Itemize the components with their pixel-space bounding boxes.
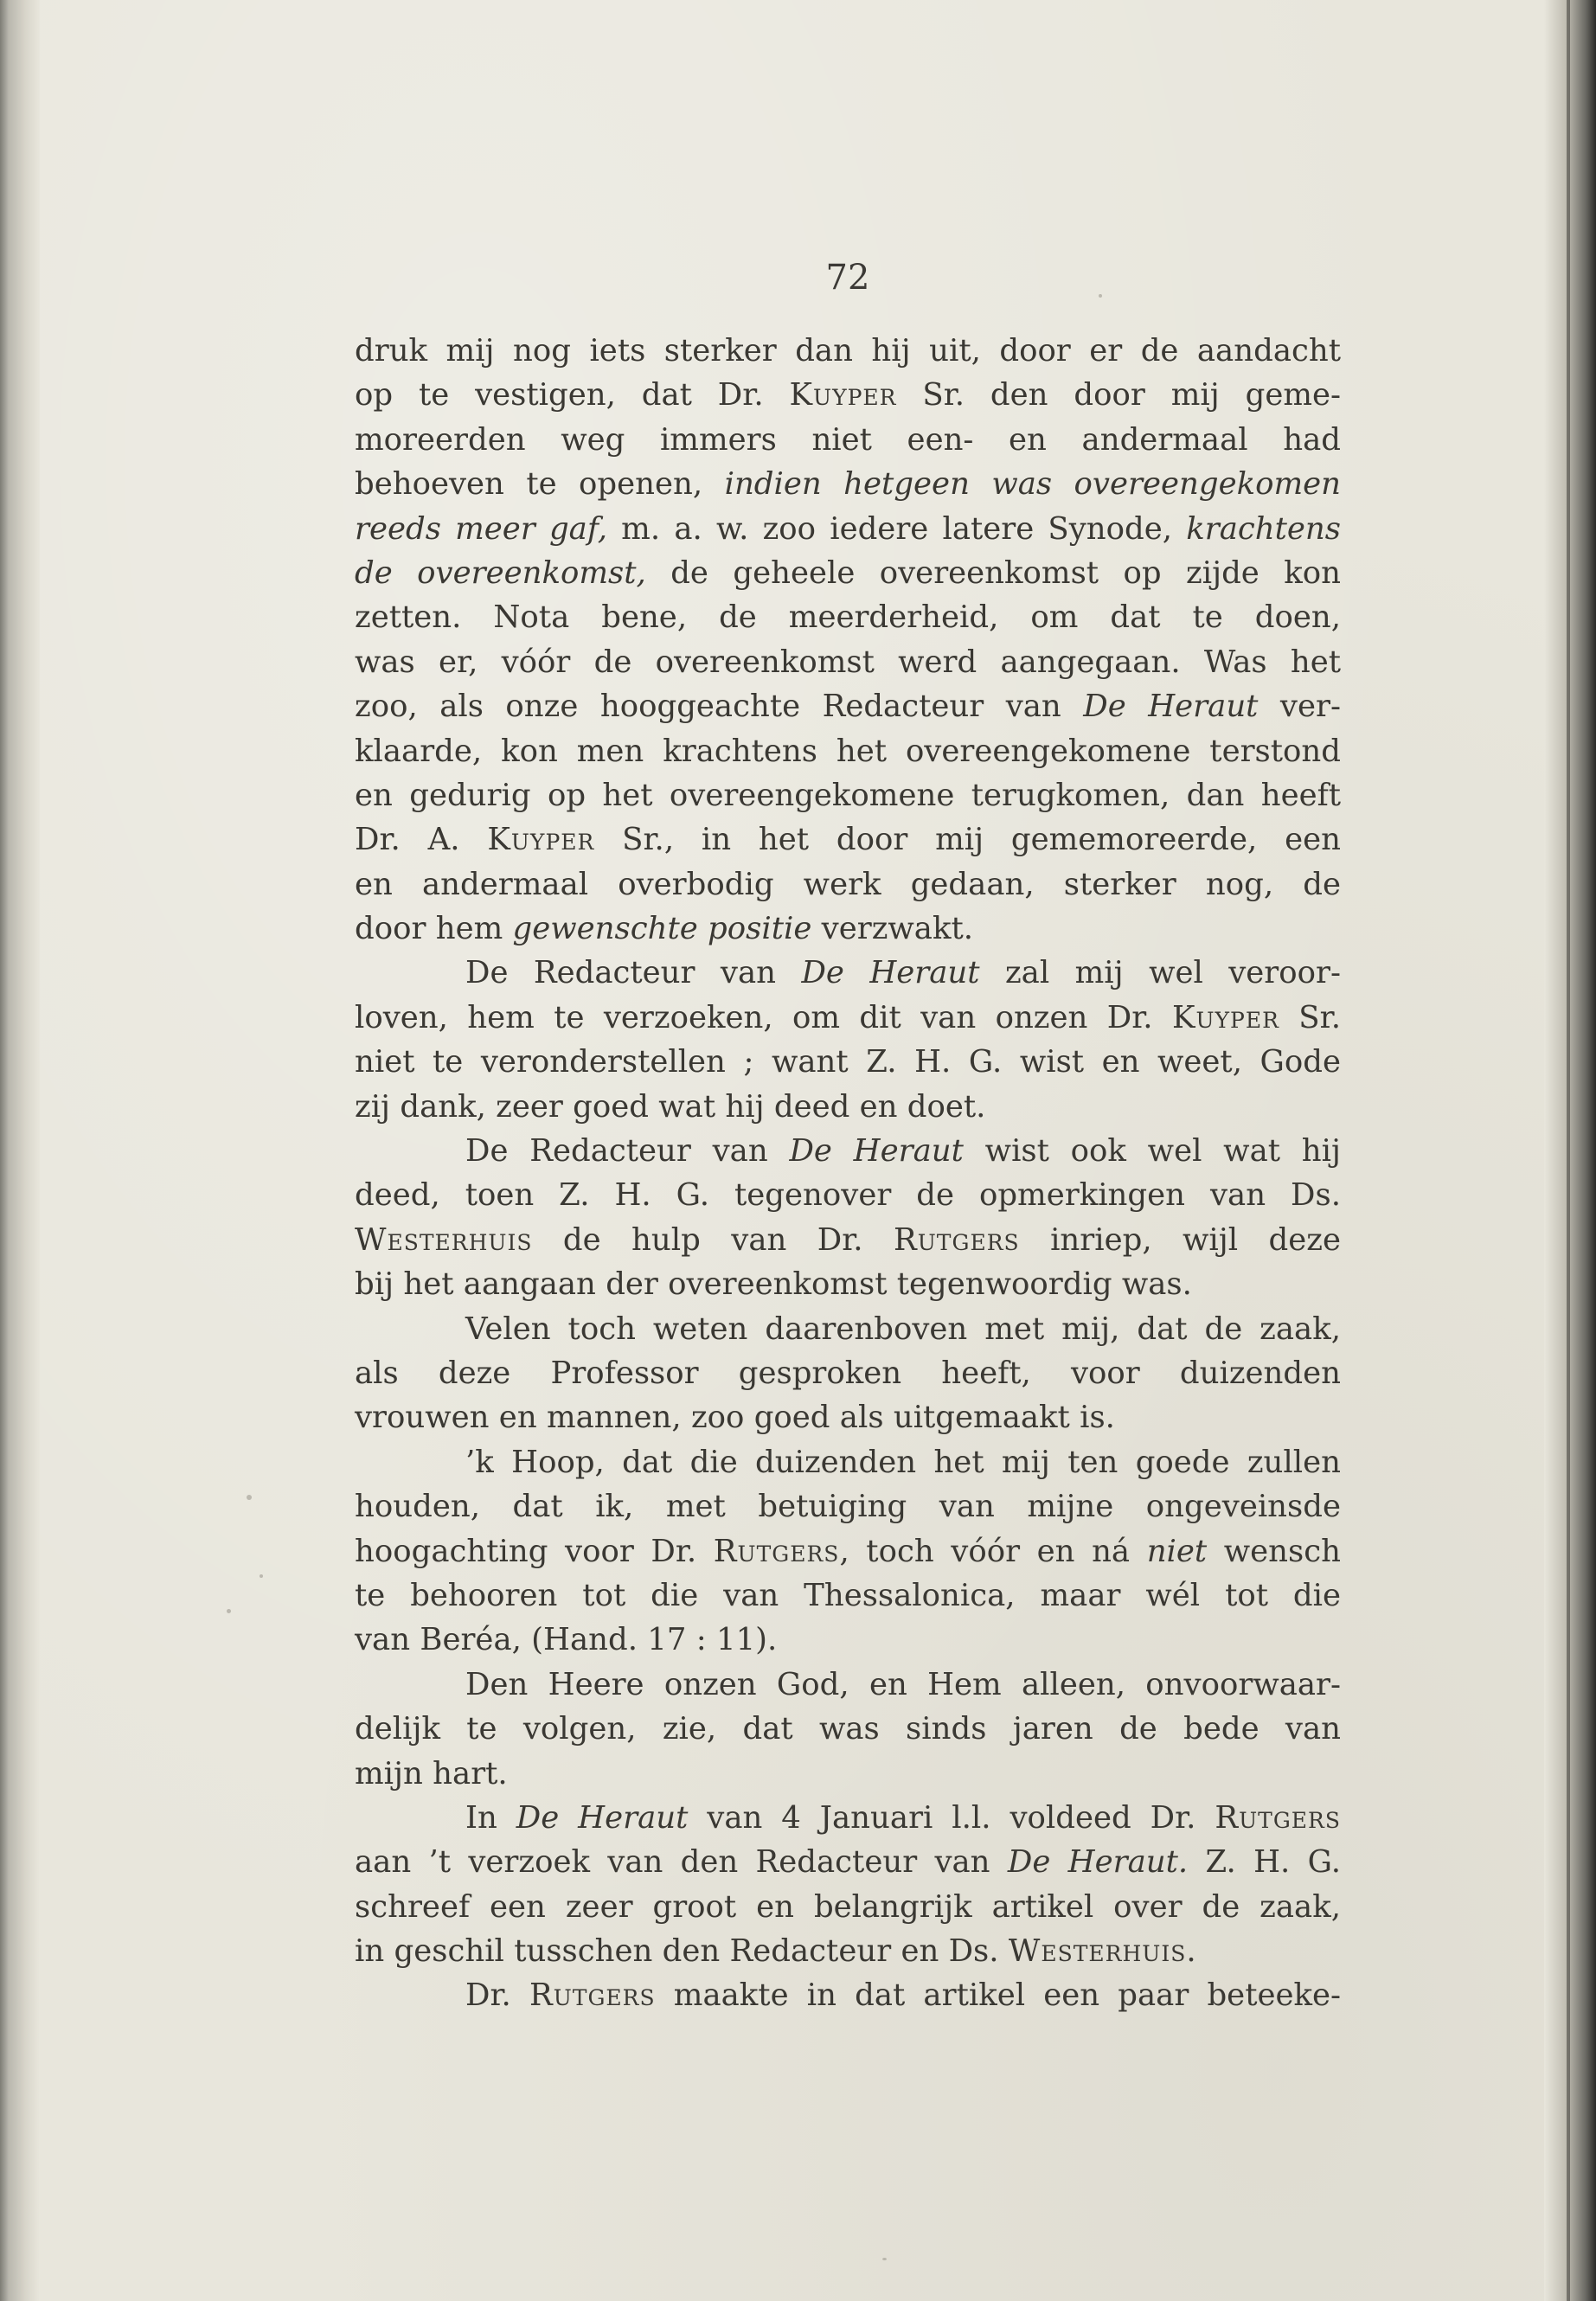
text-line [355, 373, 1341, 417]
emphasis-italic: niet [1146, 1533, 1208, 1569]
name-smallcaps: Westerhuis [355, 1221, 533, 1258]
text-segment: Sr. den door mij geme- [896, 377, 1341, 413]
text-line [355, 1440, 1341, 1484]
text-segment: druk mij nog iets sterker dan hij uit, door er de aandacht [355, 333, 1341, 369]
page-number: 72 [825, 258, 870, 298]
text-line [355, 684, 1341, 728]
text-line [355, 1129, 1341, 1173]
emphasis-italic: De Heraut. [1007, 1844, 1189, 1881]
text-line [355, 862, 1341, 907]
text-segment: houden, dat ik, met betuiging van mijne ongeveinsde [355, 1489, 1341, 1525]
text-segment: delijk te volgen, zie, dat was sinds jaren de bede van [355, 1711, 1341, 1747]
text-line [355, 1351, 1341, 1395]
text-line [355, 1218, 1341, 1262]
text-line [355, 1663, 1341, 1707]
text-segment: bij het aangaan der overeenkomst tegenwoordig was. [355, 1266, 1192, 1303]
text-segment: Sr. [1279, 999, 1341, 1035]
text-segment: de hulp van Dr. [532, 1221, 894, 1258]
text-segment: deed, toen Z. H. G. tegenover de opmerkingen van Ds. [355, 1177, 1341, 1214]
name-smallcaps: Westerhuis [1008, 1933, 1187, 1970]
text-line [355, 773, 1341, 817]
emphasis-italic: indien hetgeen was overeengekomen [724, 466, 1341, 503]
text-line [355, 1707, 1341, 1751]
page-left-edge [0, 0, 40, 2301]
paper-speck [227, 1609, 231, 1613]
text-segment: wensch [1207, 1533, 1341, 1569]
text-segment: in geschil tusschen den Redacteur en Ds. [355, 1933, 1009, 1970]
text-line [355, 729, 1341, 773]
text-segment: vrouwen en mannen, zoo goed als uitgemaakt is. [355, 1400, 1115, 1436]
name-smallcaps: Rutgers [529, 1977, 656, 2014]
text-line [355, 329, 1341, 373]
text-segment: te behooren tot die van Thessalonica, maar wél tot die [355, 1577, 1341, 1613]
emphasis-italic: De Heraut [516, 1799, 689, 1836]
name-smallcaps: Kuyper [789, 377, 897, 413]
text-segment: Sr., in het door mij gememoreerde, een [594, 822, 1341, 858]
text-segment: De Redacteur van [465, 1133, 790, 1170]
text-segment: loven, hem te verzoeken, om dit van onzen Dr. [355, 999, 1172, 1035]
text-segment: hoogachting voor Dr. [355, 1533, 714, 1569]
text-segment: maakte in dat artikel een paar beteeke- [655, 1977, 1341, 2014]
text-segment: Dr. [465, 1977, 529, 2014]
text-segment: inriep, wijl deze [1019, 1221, 1341, 1258]
text-segment: was er, vóór de overeenkomst werd aangegaan. Was het [355, 644, 1341, 680]
text-segment: van Beréa, (Hand. 17 : 11). [355, 1622, 778, 1658]
text-line [355, 462, 1341, 506]
text-segment: als deze Professor gesproken heeft, voor duizenden [355, 1355, 1341, 1391]
text-segment: Den Heere onzen God, en Hem alleen, onvoorwaar- [465, 1666, 1341, 1702]
text-line [355, 640, 1341, 684]
name-smallcaps: Kuyper [1171, 999, 1279, 1035]
text-segment: en andermaal overbodig werk gedaan, sterker nog, de [355, 866, 1341, 902]
text-line [355, 951, 1341, 995]
text-line [355, 1885, 1341, 1929]
page-right-edge [1544, 0, 1596, 2301]
text-line [355, 1973, 1341, 2017]
text-segment: wist ook wel wat hij [963, 1133, 1341, 1170]
body-text [355, 329, 1341, 2018]
text-segment: mijn hart. [355, 1755, 508, 1791]
name-smallcaps: Rutgers [713, 1533, 840, 1569]
text-line [355, 996, 1341, 1040]
name-smallcaps: Kuyper [487, 822, 595, 858]
text-segment: door hem [355, 911, 513, 947]
name-smallcaps: Rutgers [894, 1221, 1020, 1258]
emphasis-italic: De Heraut [801, 955, 980, 991]
text-line [355, 1618, 1341, 1662]
text-segment: zal mij wel veroor- [979, 955, 1341, 991]
text-line [355, 1173, 1341, 1217]
emphasis-italic: reeds meer gaf, [355, 510, 607, 547]
text-line [355, 817, 1341, 862]
emphasis-italic: de overeenkomst, [355, 554, 646, 591]
text-segment: Velen toch weten daarenboven met mij, dat de zaak, [465, 1311, 1341, 1347]
text-segment: niet te veronderstellen ; want Z. H. G. wist en weet, Gode [355, 1044, 1341, 1080]
text-segment: , toch vóór en ná [839, 1533, 1147, 1569]
text-line [355, 1752, 1341, 1796]
text-segment: behoeven te openen, [355, 466, 725, 503]
text-segment: zetten. Nota bene, de meerderheid, om dat te doen, [355, 599, 1341, 636]
text-segment: en gedurig op het overeengekomene terugkomen, dan heeft [355, 777, 1341, 813]
emphasis-italic: De Heraut [1083, 689, 1259, 725]
text-segment: moreerden weg immers niet een- en andermaal had [355, 421, 1341, 458]
text-line [355, 1085, 1341, 1129]
text-segment: . [1186, 1933, 1196, 1970]
text-line [355, 507, 1341, 551]
text-segment: de geheele overeenkomst op zijde kon [645, 554, 1341, 591]
paper-speck [882, 2258, 887, 2260]
paper-speck [247, 1495, 252, 1500]
emphasis-italic: De Heraut [789, 1133, 964, 1170]
text-segment: zoo, als onze hooggeachte Redacteur van [355, 689, 1084, 725]
text-line [355, 1929, 1341, 1973]
text-segment: ver- [1258, 689, 1341, 725]
text-line [355, 1395, 1341, 1439]
text-line [355, 1040, 1341, 1084]
text-line [355, 1840, 1341, 1884]
text-segment: De Redacteur van [465, 955, 802, 991]
text-segment: Z. H. G. [1188, 1844, 1341, 1881]
emphasis-italic: krachtens [1186, 510, 1341, 547]
page-binding-shadow [1567, 0, 1570, 2301]
text-segment: Dr. A. [355, 822, 488, 858]
text-line [355, 907, 1341, 951]
text-line [355, 595, 1341, 639]
text-segment: zij dank, zeer goed wat hij deed en doet. [355, 1088, 986, 1125]
text-line [355, 551, 1341, 595]
text-line [355, 1529, 1341, 1574]
paper-speck [260, 1574, 263, 1578]
name-smallcaps: Rutgers [1215, 1799, 1341, 1836]
text-segment: In [465, 1799, 516, 1836]
emphasis-italic: gewenschte positie [512, 911, 812, 947]
text-segment: verzwakt. [811, 911, 974, 947]
text-line [355, 1307, 1341, 1351]
text-segment: aan ’t verzoek van den Redacteur van [355, 1844, 1008, 1881]
text-segment: van 4 Januari l.l. voldeed Dr. [688, 1799, 1215, 1836]
text-line [355, 1484, 1341, 1529]
text-segment: schreef een zeer groot en belangrijk artikel over de zaak, [355, 1888, 1341, 1925]
text-segment: ’k Hoop, dat die duizenden het mij ten goede zullen [465, 1444, 1341, 1480]
text-line [355, 1574, 1341, 1618]
text-line [355, 418, 1341, 462]
text-segment: op te vestigen, dat Dr. [355, 377, 790, 413]
text-segment: m. a. w. zoo iedere latere Synode, [607, 510, 1187, 547]
text-line [355, 1262, 1341, 1306]
paper-speck [1099, 294, 1102, 298]
text-segment: klaarde, kon men krachtens het overeengekomene terstond [355, 733, 1341, 769]
text-line [355, 1796, 1341, 1840]
